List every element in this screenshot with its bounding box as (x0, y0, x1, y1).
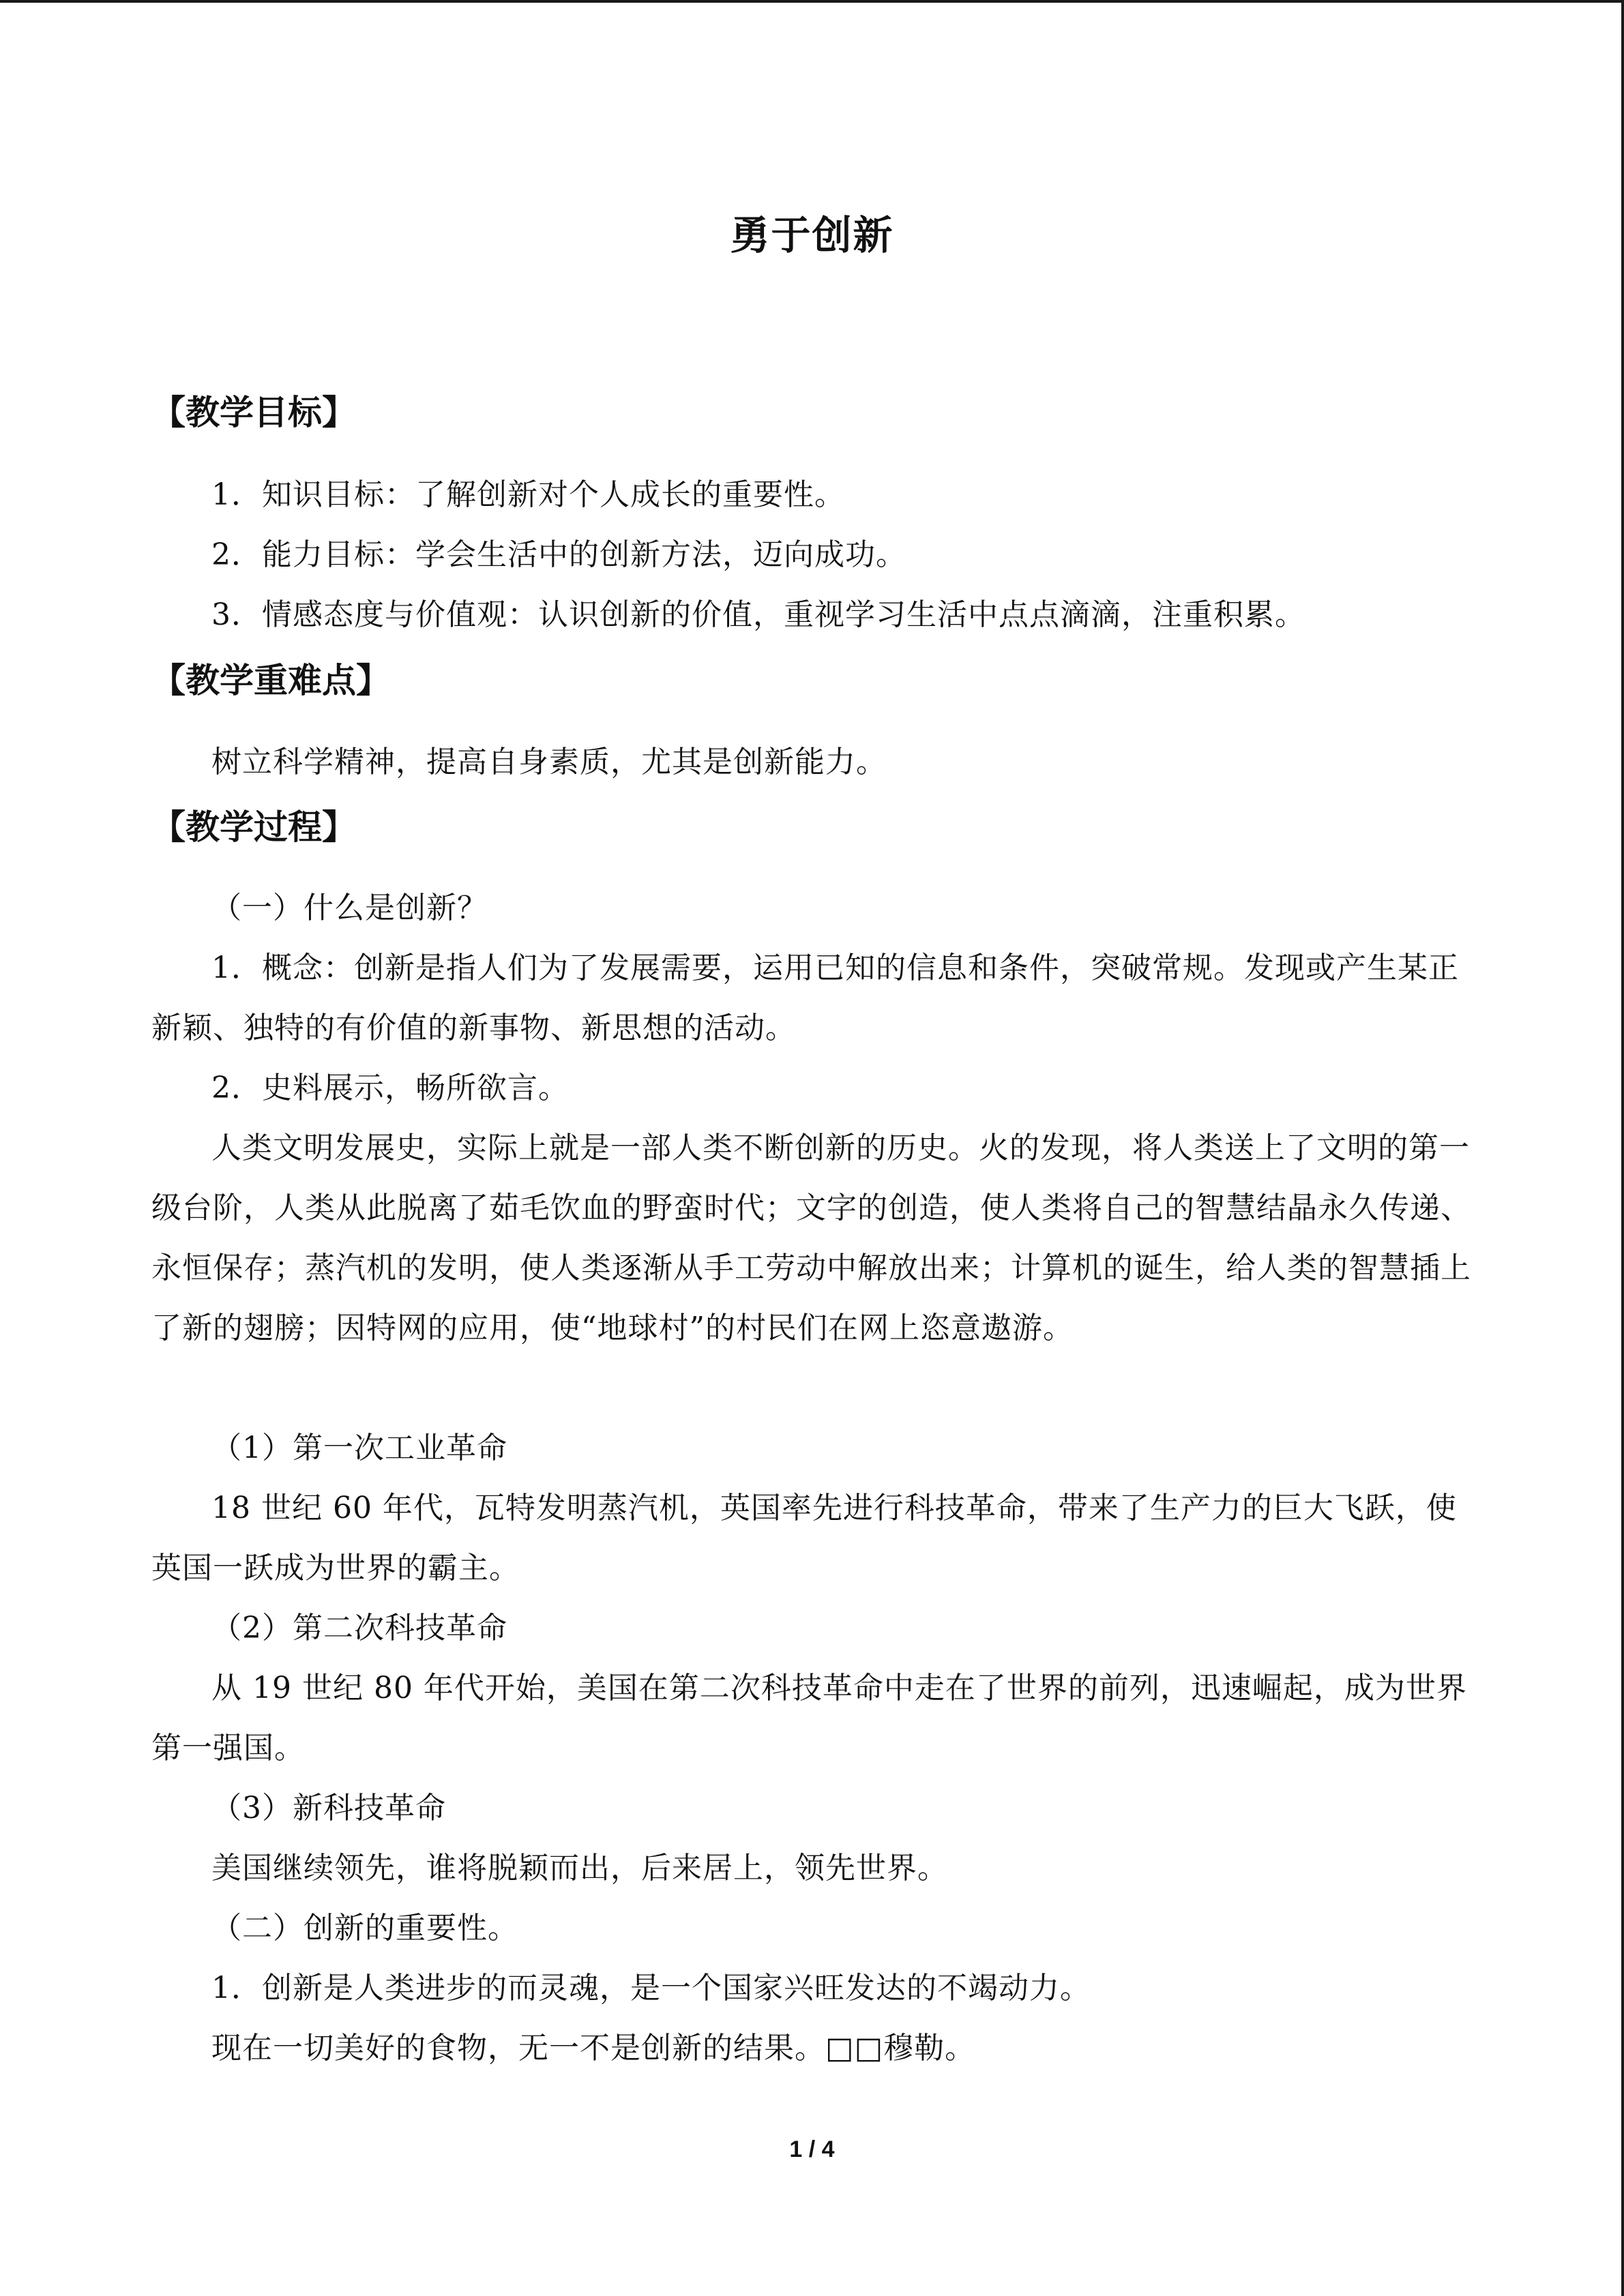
page-right-border (1621, 0, 1624, 2296)
process-paragraph-first-revolution: 18 世纪 60 年代，瓦特发明蒸汽机，英国率先进行科技革命，带来了生产力的巨大飞跃，使英国一跃成为世界的霸主。 (151, 1491, 1457, 1585)
section-heading-objectives: 【教学目标】 (151, 393, 356, 432)
objective-item-3: 3．情感态度与价值观：认识创新的价值，重视学习生活中点点滴滴，注重积累。 (211, 597, 1305, 632)
section-heading-process: 【教学过程】 (151, 807, 356, 847)
section-heading-key-points: 【教学重难点】 (151, 661, 390, 700)
process-paragraph-concept: 1．概念：创新是指人们为了发展需要，运用已知的信息和条件，突破常规。发现或产生某正新颖、独特的有价值的新事物、新思想的活动。 (151, 951, 1459, 1045)
process-paragraph-quote: 现在一切美好的食物，无一不是创新的结果。□□穆勒。 (211, 2031, 976, 2066)
process-subheading-first-revolution: （1）第一次工业革命 (211, 1431, 507, 1465)
objective-item-2: 2．能力目标：学会生活中的创新方法，迈向成功。 (211, 537, 906, 572)
process-paragraph-importance-1: 1．创新是人类进步的而灵魂，是一个国家兴旺发达的不竭动力。 (211, 1971, 1091, 2006)
process-paragraph-second-revolution: 从 19 世纪 80 年代开始，美国在第二次科技革命中走在了世界的前列，迅速崛起，成为世界第一强国。 (151, 1671, 1467, 1765)
objective-item-1: 1．知识目标：了解创新对个人成长的重要性。 (211, 477, 845, 512)
process-paragraph-civilization: 人类文明发展史，实际上就是一部人类不断创新的历史。火的发现，将人类送上了文明的第一级台阶，人类从此脱离了茹毛饮血的野蛮时代；文字的创造，使人类将自己的智慧结晶永久传递、永恒保存；蒸汽机的发明，使人类逐渐从手工劳动中解放出来；计算机的诞生，给人类的智慧插上了新的翅膀；因特网的应用，使“地球村”的村民们在网上恣意遨游。 (151, 1131, 1471, 1345)
process-subheading-new-revolution: （3）新科技革命 (211, 1791, 446, 1825)
key-points-text: 树立科学精神，提高自身素质，尤其是创新能力。 (211, 745, 887, 779)
process-subheading-importance: （二）创新的重要性。 (211, 1911, 518, 1945)
process-paragraph-new-revolution: 美国继续领先，谁将脱颖而出，后来居上，领先世界。 (211, 1851, 948, 1885)
process-subheading-what-is-innovation: （一）什么是创新？ (211, 891, 488, 925)
page-top-border (0, 0, 1624, 3)
process-subheading-second-revolution: （2）第二次科技革命 (211, 1611, 507, 1645)
page-number: 1 / 4 (789, 2136, 835, 2162)
process-paragraph-history-intro: 2．史料展示，畅所欲言。 (211, 1071, 569, 1105)
page-title: 勇于创新 (730, 212, 894, 258)
